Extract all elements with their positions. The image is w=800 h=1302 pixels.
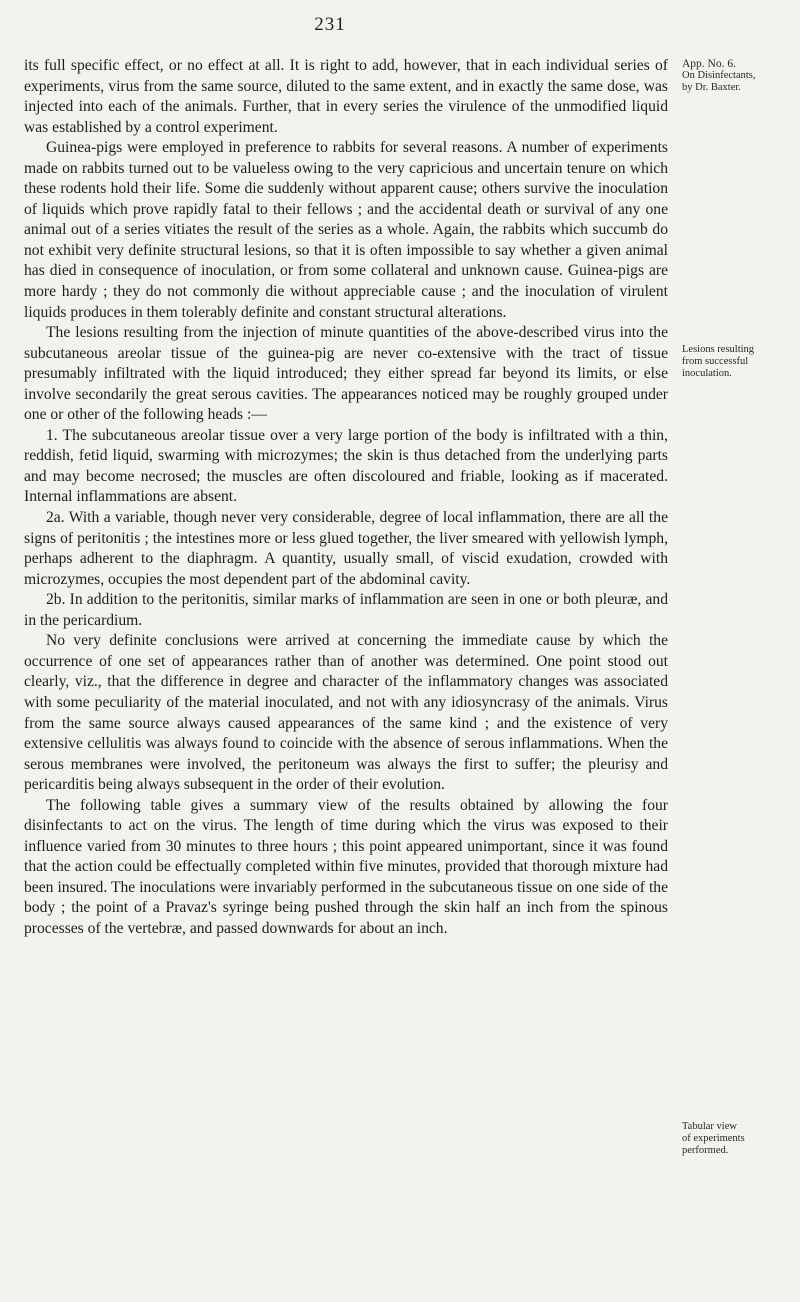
margin-tabular-line-2: of experiments [682, 1133, 745, 1144]
margin-tabular-line-1: Tabular view [682, 1121, 737, 1132]
margin-note-appendix [682, 58, 798, 94]
page-number: 231 [314, 14, 346, 35]
margin-note-lesions [682, 344, 798, 380]
margin-tabular-line-3: performed. [682, 1145, 729, 1156]
margin-source-line-2: by Dr. Baxter. [682, 82, 741, 93]
margin-lesions-line-3: inoculation. [682, 368, 732, 379]
margin-lesions-line-1: Lesions resulting [682, 344, 755, 355]
paragraph-conclusions: No very definite conclusions were arrived at concerning the immediate cause by which the occurrence of one set of appearances rather than of another was determined. One point stood out clearly, viz., that the difference in degree and character of the inflammatory changes was associated with some peculiarity of the material inoculated, and not with any idiosyncrasy of the animals. Virus from the same source always caused appearances of the same kind ; and the existence of very extensive cellulitis was always found to coincide with the absence of serous inflammations. When the serous membranes were involved, the peritoneum was always the first to suffer; the pleurisy and pericarditis being always subsequent in the order of their evolution. [24, 632, 668, 794]
list-item-2a: 2a. With a variable, though never very considerable, degree of local inflammation, there are all the signs of peritonitis ; the intestines more or less glued together, the liver smeared with yellowish lymph, perhaps adherent to the diaphragm. A quantity, usually small, of viscid exudation, crowded with microzymes, occupies the most dependent part of the abdominal cavity. [24, 509, 668, 588]
appendix-reference: App. No. 6. [682, 58, 736, 70]
list-item-2b: 2b. In addition to the peritonitis, similar marks of inflammation are seen in one or both pleuræ, and in the pericardium. [24, 591, 668, 629]
paragraph-guinea-pigs: Guinea-pigs were employed in preference to rabbits for several reasons. A number of experiments made on rabbits turned out to be valueless owing to the very capricious and uncertain tenure on which these rodents hold their life. Some die suddenly without apparent cause; others survive the inoculation of liquids which prove rapidly fatal to their fellows ; and the accidental death or survival of any one animal out of a series vitiates the result of the series as a whole. Again, the rabbits which succumb do not exhibit very definite structural lesions, so that it is often impossible to say whether a given animal has died in consequence of inoculation, or from some collateral and unknown cause. Guinea-pigs are more hardy ; they do not commonly die without appreciable cause ; and the inoculation of virulent liquids produces in them tolerably definite and constant structural alterations. [24, 139, 668, 321]
margin-lesions-line-2: from successful [682, 356, 749, 367]
list-item-1: 1. The subcutaneous areolar tissue over a very large portion of the body is infiltrated with a thin, reddish, fetid liquid, swarming with microzymes; the skin is thus detached from the underlying parts and may become necrosed; the muscles are often discoloured and friable, looking as if macerated. Internal inflammations are absent. [24, 426, 668, 506]
paragraph-continuation: its full specific effect, or no effect at all. It is right to add, however, that in each individual series of experiments, virus from the same source, diluted to the same extent, and in exactly the same dose, was injected into each of the animals. Further, that in every series the virulence of the unmodified liquid was established by a control experiment. [24, 57, 668, 136]
paragraph-lesions: The lesions resulting from the injection of minute quantities of the above-described virus into the subcutaneous areolar tissue of the guinea-pig are never co-extensive with the tract of tissue presumably infiltrated with the liquid introduced; they either spread far beyond its limits, or else involve secondarily the great serous cavities. The appearances noticed may be roughly grouped under one or other of the following heads :— [24, 324, 668, 424]
body-text [24, 56, 668, 940]
margin-source-line-1: On Disinfectants, [682, 70, 756, 81]
margin-note-tabular [682, 1121, 798, 1157]
paragraph-table-summary: The following table gives a summary view of the results obtained by allowing the four disinfectants to act on the virus. The length of time during which the virus was exposed to their influence varied from 30 minutes to three hours ; this point appeared unimportant, since it was found that the action could be effectually completed within five minutes, provided that thorough mixture had been insured. The inoculations were invariably performed in the subcutaneous tissue on one side of the body ; the point of a Pravaz's syringe being pushed through the skin half an inch from the spinous processes of the vertebræ, and passed downwards for about an inch. [24, 796, 668, 937]
